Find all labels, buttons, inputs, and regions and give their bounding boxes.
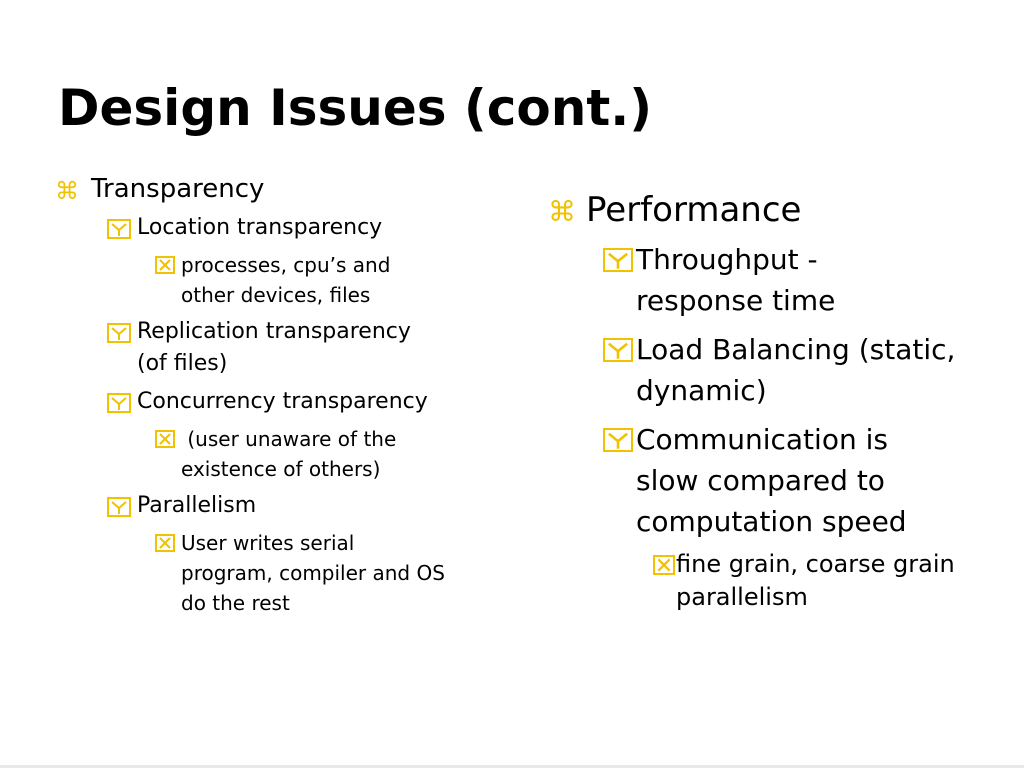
bullet-label: Load Balancing (static, dynamic) (636, 333, 956, 407)
bullet-label: Concurrency transparency (137, 389, 428, 414)
sub-bullet-grain (548, 548, 998, 614)
bullet-parallelism (55, 490, 495, 522)
slide-title: Design Issues (cont.) (58, 79, 653, 137)
sub-bullet-label: fine grain, coarse grain parallelism (676, 550, 955, 611)
sub-bullet-user-unaware (55, 424, 495, 484)
bullet-replication-transparency (55, 316, 495, 380)
sub-bullet-label: processes, cpu’s and other devices, files (181, 253, 391, 307)
checked-box-icon (603, 338, 633, 362)
bullet-label: Parallelism (137, 493, 257, 518)
sub-bullet-processes (55, 250, 495, 310)
checked-box-icon (603, 248, 633, 272)
checked-box-icon (603, 428, 633, 452)
bullet-label: Transparency (91, 174, 265, 204)
sub-bullet-user-writes-serial (55, 528, 495, 618)
crossed-box-icon (155, 534, 175, 552)
command-icon: ⌘ (548, 195, 576, 228)
bullet-label: Communication is slow compared to computation speed (636, 423, 907, 538)
right-column (548, 189, 998, 614)
bullet-communication (548, 419, 998, 542)
checked-box-icon (107, 323, 131, 343)
bullet-label: Throughput - response time (636, 243, 836, 317)
crossed-box-icon (155, 256, 175, 274)
sub-bullet-label: (user unaware of the existence of others) (181, 427, 397, 481)
bullet-concurrency-transparency (55, 386, 495, 418)
command-icon: ⌘ (55, 177, 79, 205)
bullet-label: Location transparency (137, 215, 383, 240)
bullet-location-transparency (55, 212, 495, 244)
checked-box-icon (107, 393, 131, 413)
crossed-box-icon (155, 430, 175, 448)
bullet-throughput (548, 239, 998, 321)
bullet-label: Performance (586, 190, 802, 230)
sub-bullet-label: User writes serial program, compiler and OS do the rest (181, 531, 445, 615)
crossed-box-icon (653, 555, 675, 575)
bullet-performance (548, 189, 998, 231)
left-column (55, 172, 495, 618)
bullet-transparency (55, 172, 495, 206)
bullet-load-balancing (548, 329, 998, 411)
bullet-label: Replication transparency (of files) (137, 319, 411, 376)
checked-box-icon (107, 497, 131, 517)
checked-box-icon (107, 219, 131, 239)
